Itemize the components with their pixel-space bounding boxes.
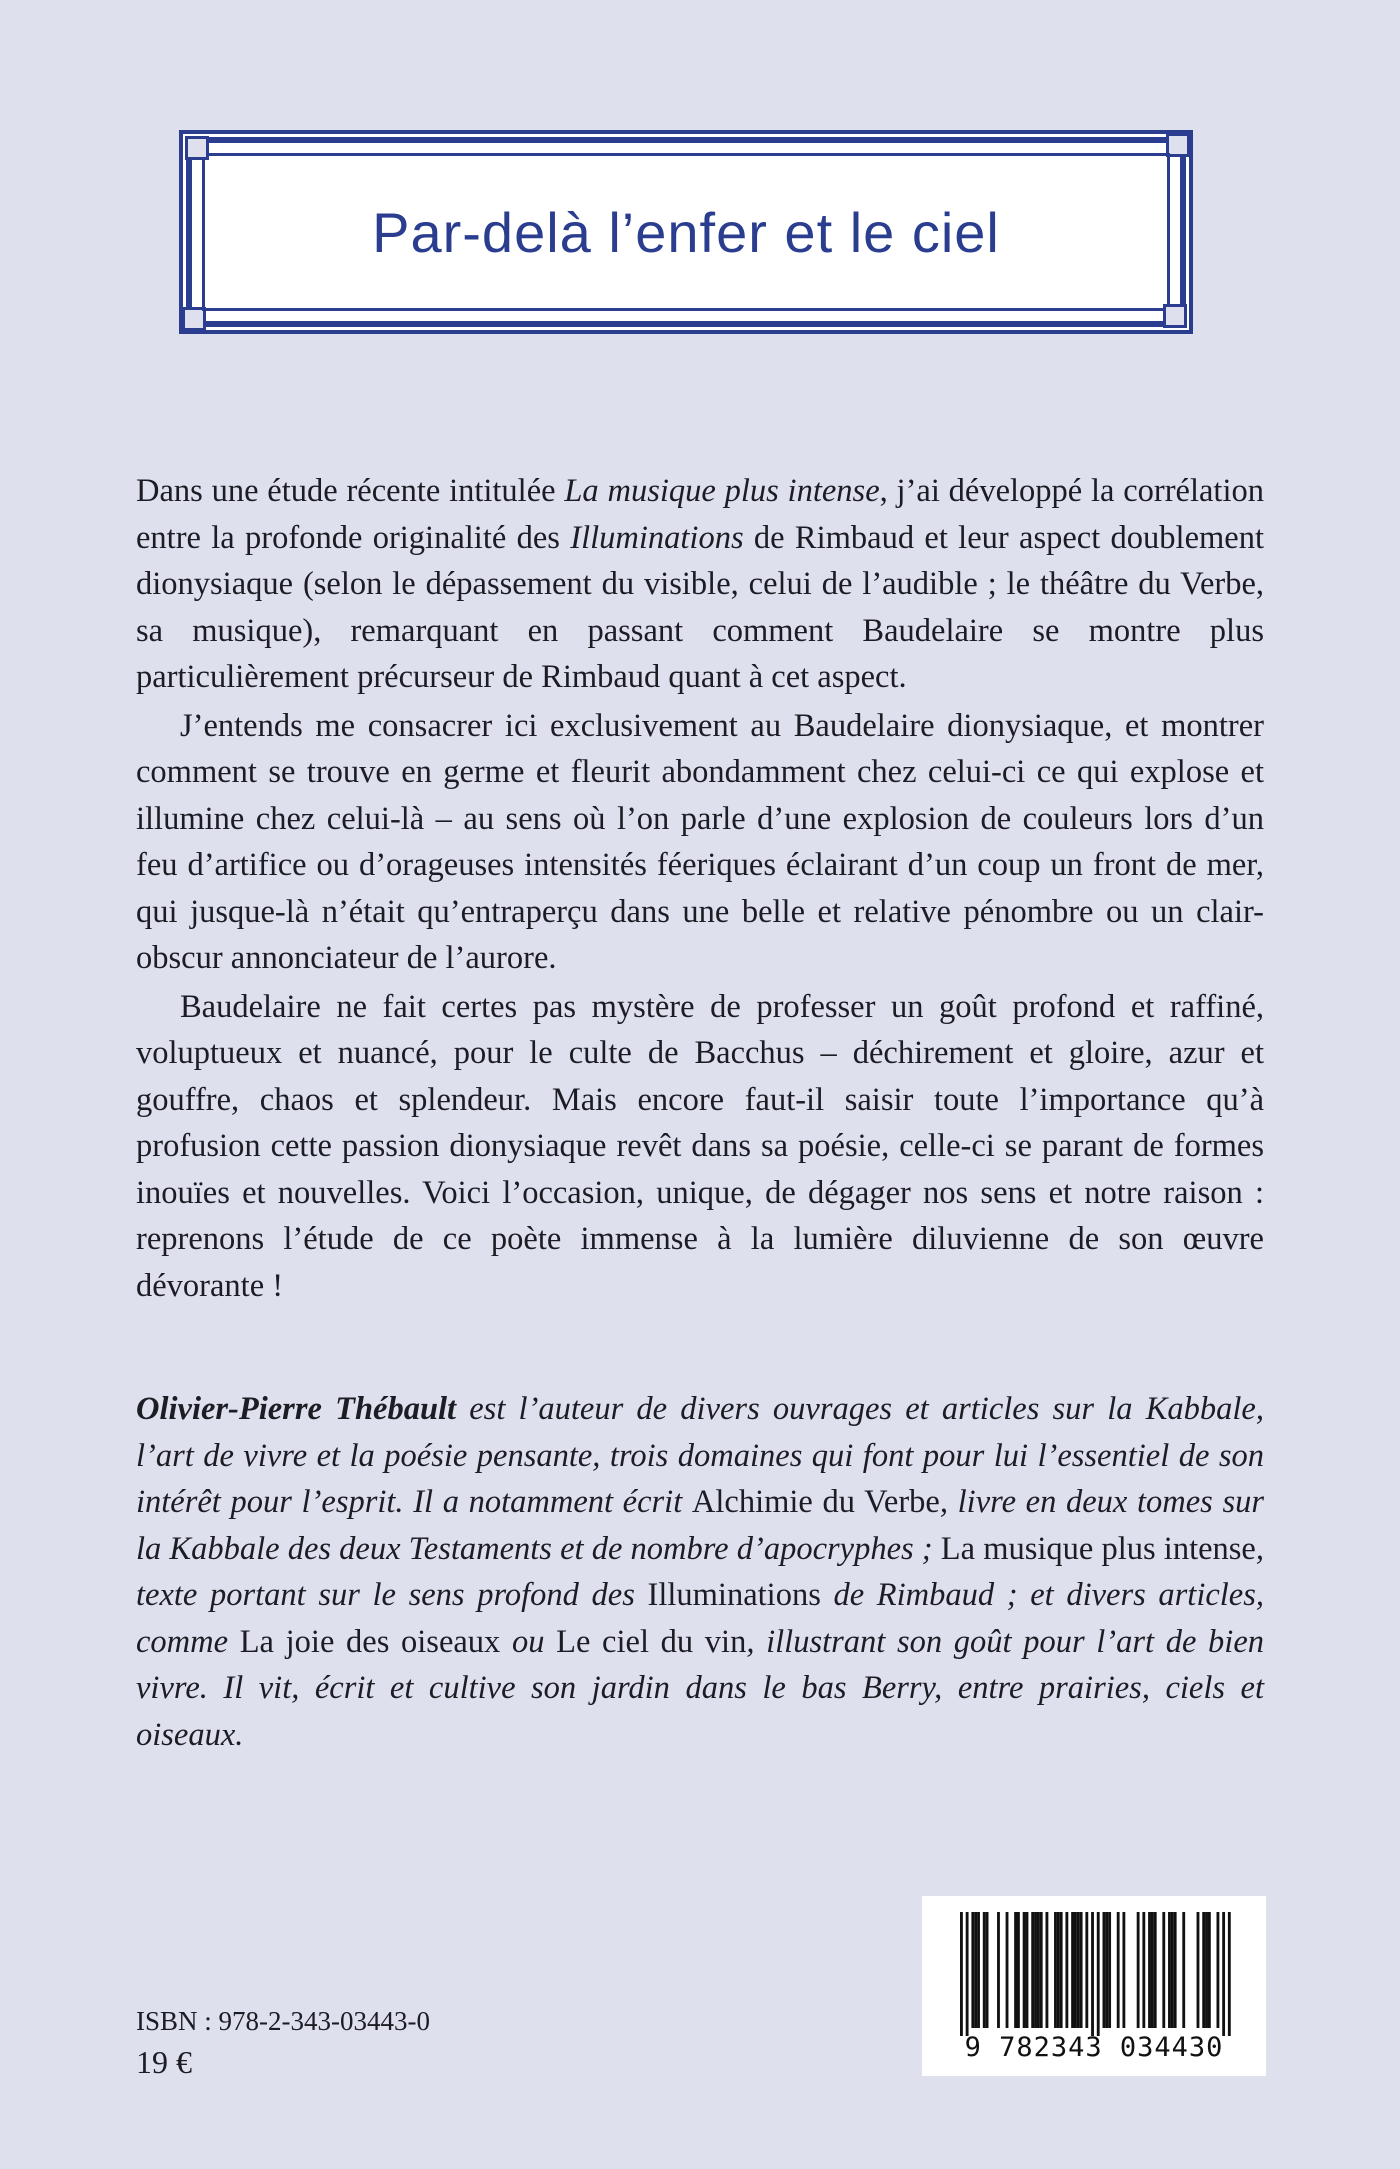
barcode-bar [1148, 1912, 1151, 2028]
back-cover-blurb [136, 468, 1264, 1311]
barcode-bar [1137, 1912, 1140, 2028]
barcode-bar [1017, 1912, 1020, 2028]
blurb-work-title: Illuminations [570, 519, 744, 556]
barcode-bar [1174, 1912, 1177, 2028]
barcode-bar [1117, 1912, 1120, 2028]
barcode [922, 1896, 1266, 2076]
barcode-bar [1006, 1912, 1009, 2028]
blurb-text: Dans une étude récente intitulée [136, 473, 565, 509]
barcode-bar [1217, 1912, 1220, 2028]
isbn-label: ISBN : 978-2-343-03443-0 [136, 2006, 430, 2036]
author-bio [136, 1386, 1264, 1758]
barcode-bar [1162, 1912, 1165, 2028]
barcode-bar [1103, 1912, 1106, 2028]
blurb-paragraph-1 [136, 468, 1264, 701]
barcode-bar [1105, 1912, 1108, 2028]
barcode-bar [1228, 1912, 1231, 2036]
barcode-bar [1026, 1912, 1029, 2028]
blurb-text: de Rimbaud et leur aspect doublement dionysiaque (selon le dépassement du visible, celui de l’audible ; le théâtre du Verbe, sa musique), remarquant en passant comment Baudelaire se montre plus particulièrement précurseur de Rimbaud quant à cet aspect. [136, 519, 1264, 695]
barcode-bar [983, 1912, 986, 2028]
book-title: Par-delà l’enfer et le ciel [372, 200, 1000, 264]
barcode-bar [1122, 1912, 1125, 2028]
barcode-bar [971, 1912, 974, 2028]
barcode-bar [966, 1912, 969, 2036]
barcode-bar [1142, 1912, 1145, 2028]
bio-work-title: La joie des oiseaux [239, 1623, 501, 1660]
author-name: Olivier-Pierre Thébault [136, 1391, 457, 1427]
barcode-bar [1065, 1912, 1068, 2028]
barcode-bar [974, 1912, 977, 2028]
barcode-bar [1046, 1912, 1049, 2028]
barcode-digits: 9 782343 034430 [964, 2032, 1224, 2063]
bio-work-title: Le ciel du vin [556, 1623, 747, 1660]
barcode-bar [1168, 1912, 1171, 2028]
barcode-bar [986, 1912, 989, 2028]
blurb-work-title: La musique plus intense [564, 473, 880, 509]
bio-work-title: Alchimie du Verbe [691, 1484, 940, 1520]
price-label: 19 € [136, 2044, 192, 2080]
barcode-bar [1091, 1912, 1094, 2036]
barcode-bar [1154, 1912, 1157, 2028]
barcode-bar [1202, 1912, 1205, 2028]
barcode-bar [1071, 1912, 1074, 2028]
barcode-bar [1034, 1912, 1037, 2028]
barcode-bar [1171, 1912, 1174, 2028]
barcode-bar [1182, 1912, 1185, 2028]
blurb-paragraph-3: Baudelaire ne fait certes pas mystère de professer un goût profond et raffiné, voluptueux et nuancé, pour le culte de Bacchus – déchirement et gloire, azur et gouffre, chaos et splendeur. Mais encore faut-il saisir toute l’importance qu’à profusion cette passion dionysiaque revêt dans sa poésie, celle-ci se parant de formes inouïes et nouvelles. Voici l’occasion, unique, de dégager nos sens et notre raison : reprenons l’étude de ce poète immense à la lumière diluvienne de son œuvre dévorante ! [136, 988, 1264, 1304]
barcode-bar [1037, 1912, 1040, 2028]
barcode-bar [1077, 1912, 1080, 2028]
bio-text: , livre en deux tomes sur la Kabbale des deux Testaments et de nombre d’apocryphes ; [136, 1484, 1264, 1567]
bio-text: , illustrant son goût pour l’art de bien vivre. Il vit, écrit et cultive son jardin dans le bas Berry, entre prairies, ciels et oiseaux. [136, 1623, 1264, 1753]
bio-text: , texte portant sur le sens profond des [136, 1530, 1264, 1613]
barcode-bar [1222, 1912, 1225, 2036]
barcode-bar [1208, 1912, 1211, 2028]
barcode-bar [1060, 1912, 1063, 2028]
title-frame [186, 137, 1186, 327]
barcode-bar [977, 1912, 980, 2028]
bio-work-title: La musique plus intense [940, 1530, 1256, 1567]
title-frame-inner [202, 153, 1170, 311]
barcode-bar [1057, 1912, 1060, 2028]
barcode-bar [1074, 1912, 1077, 2028]
barcode-bar [1080, 1912, 1083, 2028]
barcode-bar [960, 1912, 963, 2036]
barcode-bar [1054, 1912, 1057, 2028]
barcode-bar [1097, 1912, 1100, 2036]
barcode-bar [1023, 1912, 1026, 2028]
bio-text: de Rimbaud ; et divers articles, comme [136, 1577, 1264, 1660]
blurb-paragraph-2: J’entends me consacrer ici exclusivement au Baudelaire dionysiaque, et montrer comment se trouve en germe et fleurit abondamment chez celui-ci ce qui explose et illumine chez celui-là – au sens où l’on parle d’une explosion de couleurs lors d’un feu d’artifice ou d’orageuses intensités féeriques éclairant d’un coup un front de mer, qui jusque-là n’était qu’entraperçu dans une belle et relative pénombre ou un clair-obscur annonciateur de l’aurore. [136, 707, 1264, 976]
barcode-bar [1085, 1912, 1088, 2028]
barcode-bar [1040, 1912, 1043, 2028]
bio-text: ou [500, 1623, 557, 1660]
author-bio-paragraph [136, 1386, 1264, 1758]
bio-work-title: Illuminations [647, 1577, 821, 1613]
barcode-bar [1205, 1912, 1208, 2028]
blurb-text: , j’ai développé la corrélation entre la profonde originalité des [136, 473, 1264, 556]
barcode-bar [1197, 1912, 1200, 2028]
barcode-bar [1014, 1912, 1017, 2028]
barcode-bar [997, 1912, 1000, 2028]
bio-text: est l’auteur de divers ouvrages et articles sur la Kabbale, l’art de vivre et la poésie pensante, trois domaines qui font pour lui l’essentiel de son intérêt pour l’esprit. Il a notamment écrit [136, 1391, 1264, 1520]
barcode-bar [1031, 1912, 1034, 2028]
barcode-bar [1151, 1912, 1154, 2028]
barcode-bar [1108, 1912, 1111, 2028]
